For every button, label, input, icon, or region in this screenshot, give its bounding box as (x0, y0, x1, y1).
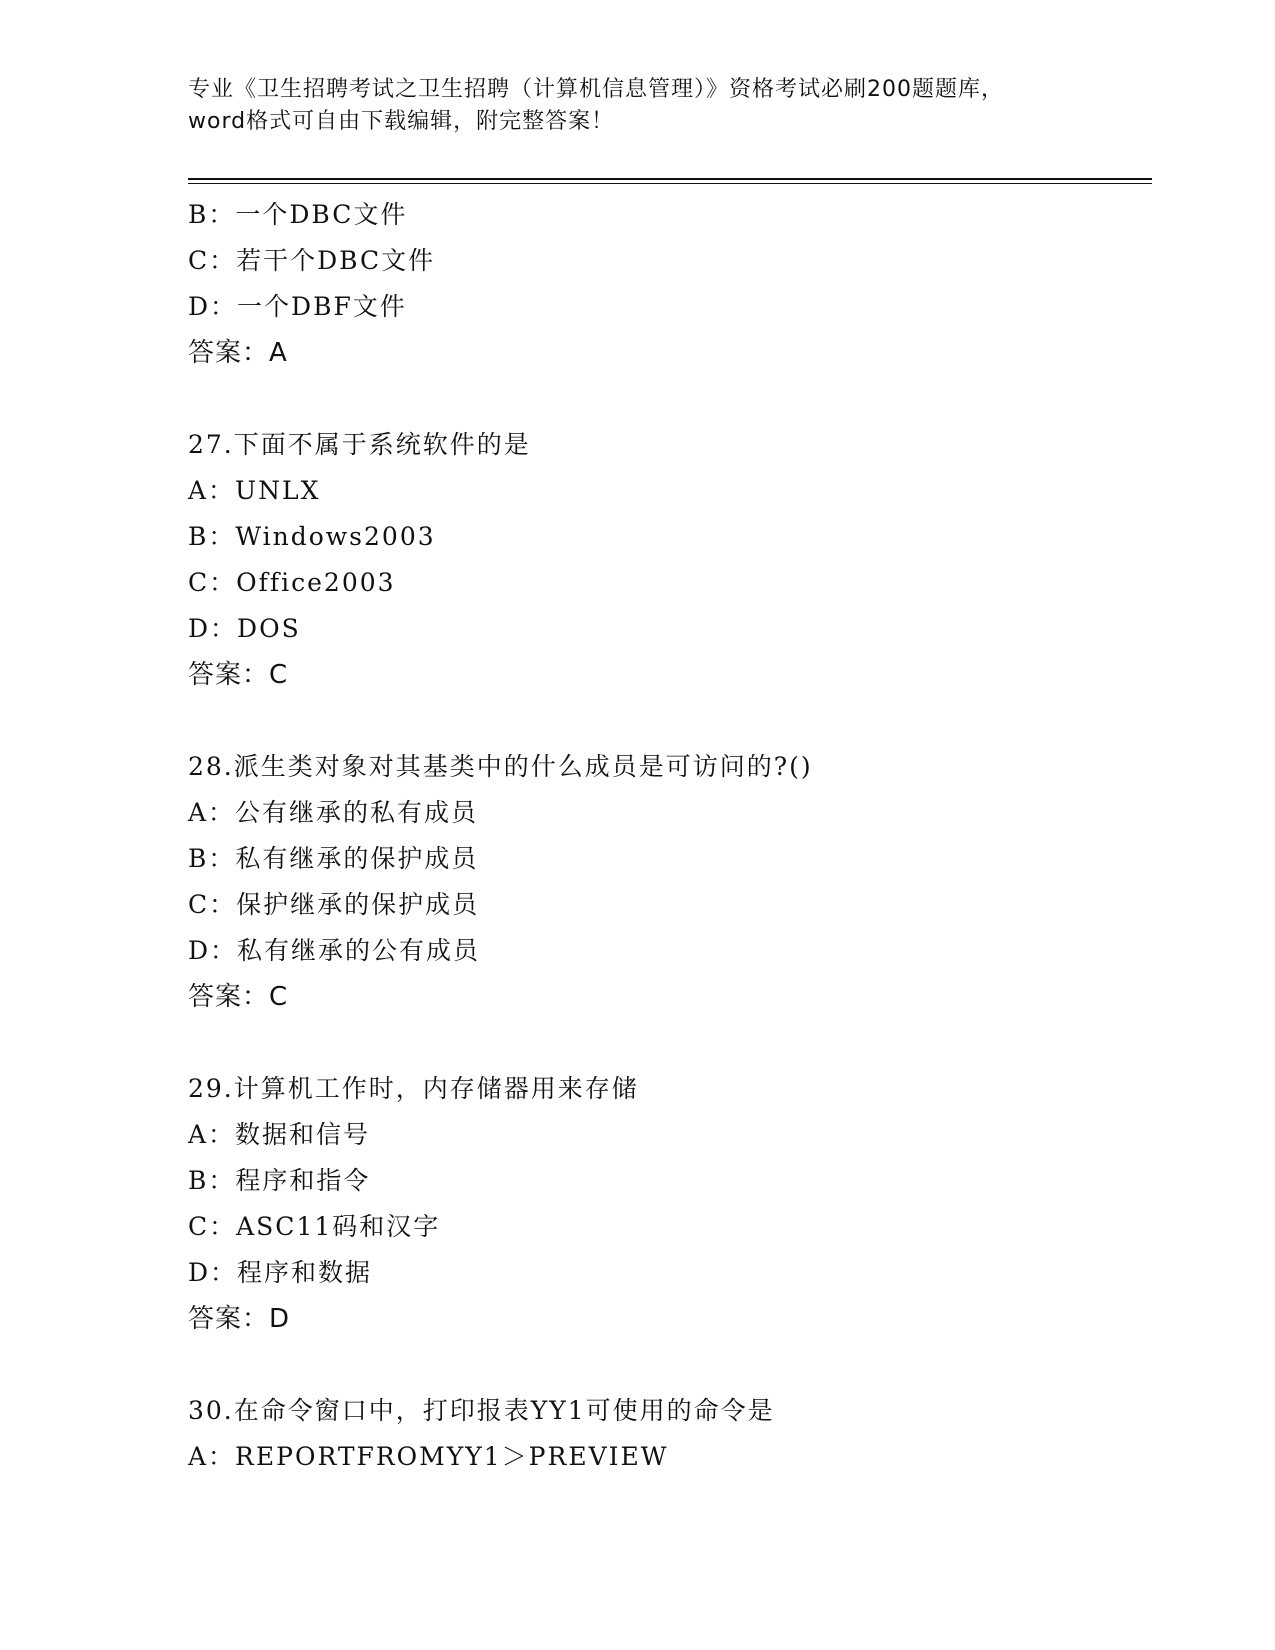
spacer (188, 376, 1148, 422)
option-a: A：REPORTFROMYY1＞PREVIEW (188, 1442, 669, 1471)
question-stem: 27.下面不属于系统软件的是 (188, 430, 531, 459)
spacer (188, 1020, 1148, 1066)
option-d: D：一个DBF文件 (188, 292, 407, 321)
question-list (188, 192, 1148, 1480)
option-d: D：DOS (188, 614, 301, 643)
header-divider-thin (188, 183, 1152, 184)
document-header (188, 74, 1088, 138)
option-b: B：一个DBC文件 (188, 200, 408, 229)
option-d: D：程序和数据 (188, 1258, 373, 1287)
option-c: C：Office2003 (188, 568, 396, 597)
question-30 (188, 1388, 1148, 1480)
option-a: A：UNLX (188, 476, 321, 505)
spacer (188, 1342, 1148, 1388)
option-b: B：私有继承的保护成员 (188, 844, 479, 873)
answer-line: 答案：C (188, 660, 289, 690)
answer-line: 答案：C (188, 982, 289, 1012)
question-fragment (188, 192, 1148, 376)
option-c: C：保护继承的保护成员 (188, 890, 480, 919)
question-28 (188, 744, 1148, 1020)
option-c: C：若干个DBC文件 (188, 246, 436, 275)
header-divider (188, 178, 1152, 180)
option-d: D：私有继承的公有成员 (188, 936, 481, 965)
option-b: B：Windows2003 (188, 522, 436, 551)
header-line-1: 专业《卫生招聘考试之卫生招聘（计算机信息管理）》资格考试必刷200题题库， (188, 77, 1004, 102)
answer-line: 答案：D (188, 1304, 291, 1334)
header-line-2: word格式可自由下载编辑，附完整答案！ (188, 109, 615, 134)
option-b: B：程序和指令 (188, 1166, 371, 1195)
option-a: A：公有继承的私有成员 (188, 798, 479, 827)
question-29 (188, 1066, 1148, 1342)
question-stem: 30.在命令窗口中，打印报表YY1可使用的命令是 (188, 1396, 775, 1425)
option-c: C：ASC11码和汉字 (188, 1212, 441, 1241)
spacer (188, 698, 1148, 744)
answer-line: 答案：A (188, 338, 288, 368)
question-27 (188, 422, 1148, 698)
option-a: A：数据和信号 (188, 1120, 371, 1149)
question-stem: 28.派生类对象对其基类中的什么成员是可访问的?() (188, 752, 813, 781)
question-stem: 29.计算机工作时，内存储器用来存储 (188, 1074, 639, 1103)
